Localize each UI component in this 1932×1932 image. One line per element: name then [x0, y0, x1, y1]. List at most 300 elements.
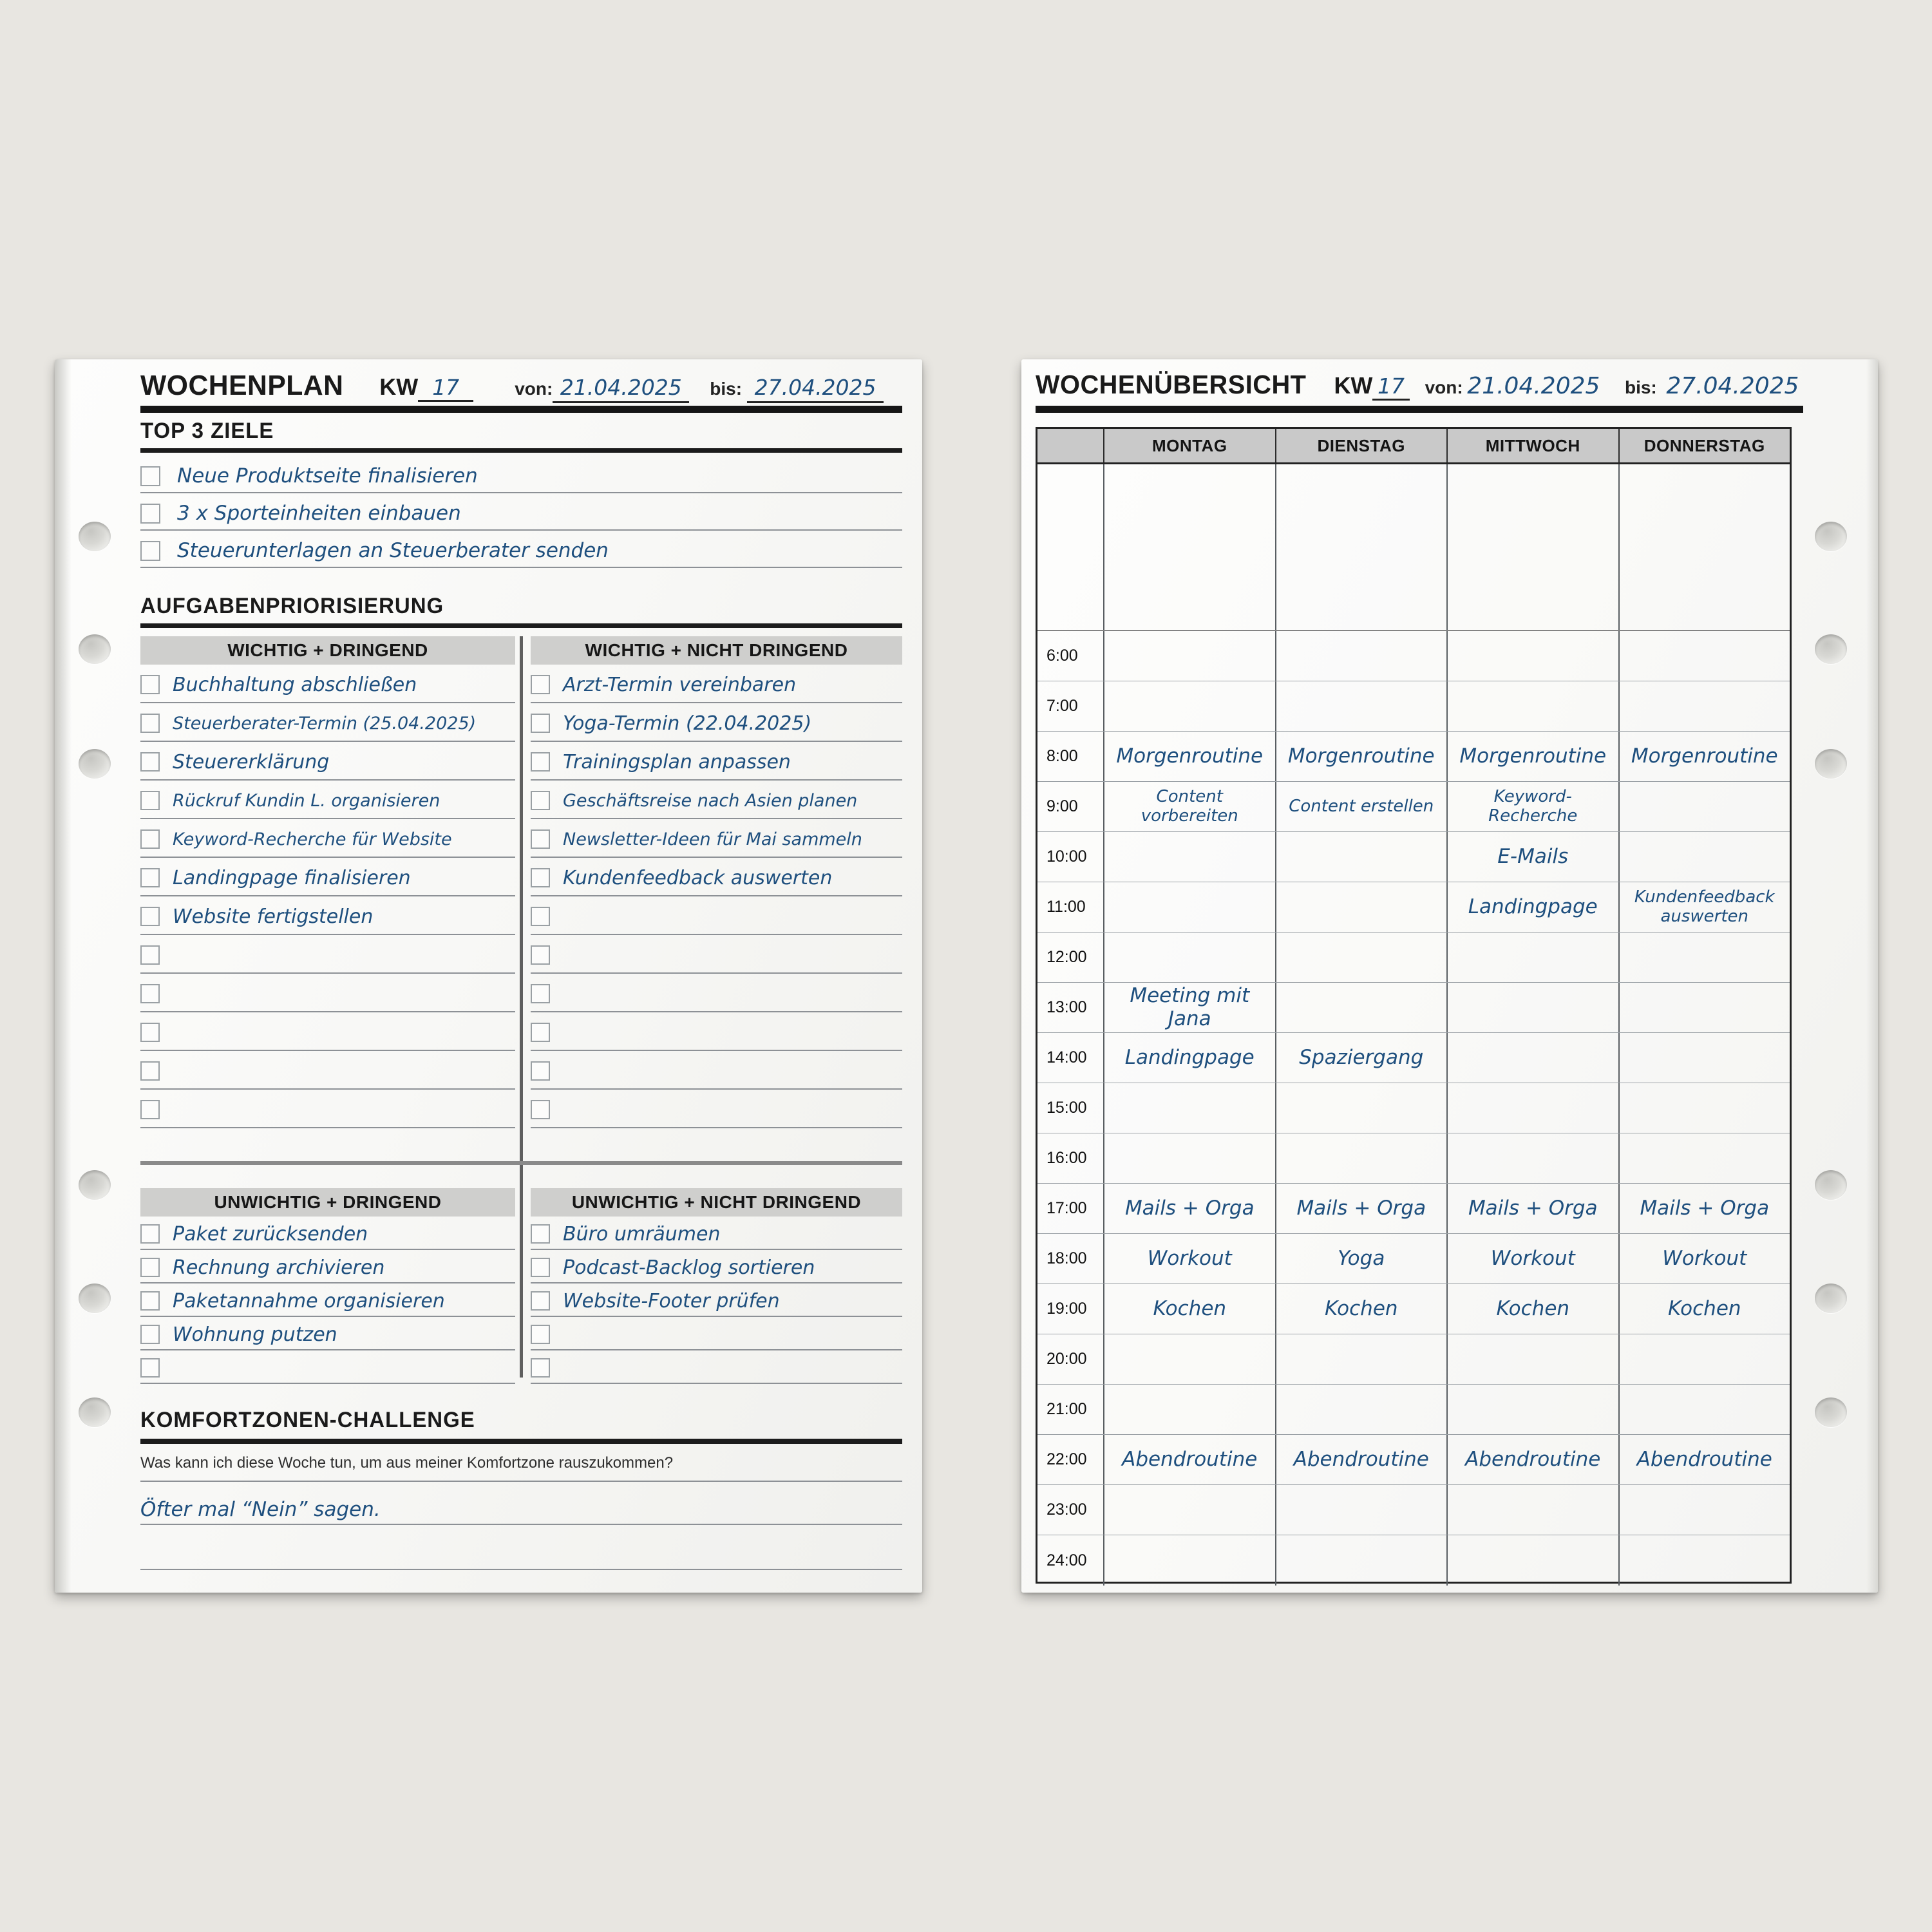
schedule-entry: Yoga	[1338, 1246, 1385, 1270]
time-cell: 22:00	[1046, 1450, 1087, 1468]
day-cell	[1103, 1535, 1275, 1586]
day-cell	[1275, 983, 1447, 1032]
task-row	[140, 1283, 515, 1317]
from-date-handwritten: 21.04.2025	[560, 375, 682, 400]
time-cell: 20:00	[1046, 1350, 1087, 1368]
day-cell	[1275, 631, 1447, 681]
day-cell	[1618, 1284, 1790, 1334]
task-row	[531, 858, 902, 896]
task-row	[531, 819, 902, 858]
time-cell: 17:00	[1046, 1199, 1087, 1217]
checkbox[interactable]	[140, 1325, 160, 1344]
task-row	[531, 1012, 902, 1051]
task-text: Geschäftsreise nach Asien planen	[563, 790, 858, 811]
day-cell	[1446, 1234, 1618, 1283]
quadrant-wichtig-dringend	[140, 636, 515, 1128]
schedule-entry: Mails + Orga	[1124, 1196, 1255, 1220]
checkbox[interactable]	[140, 1258, 160, 1277]
schedule-entry: Morgenroutine	[1459, 744, 1607, 768]
day-cell	[1618, 1334, 1790, 1384]
kw-label: KW	[379, 374, 419, 400]
checkbox[interactable]	[140, 791, 160, 810]
time-cell: 12:00	[1046, 948, 1087, 966]
checkbox[interactable]	[140, 752, 160, 772]
schedule-entry: Spaziergang	[1299, 1045, 1424, 1069]
time-cell	[1037, 464, 1103, 630]
to-date-handwritten: 27.04.2025	[754, 375, 876, 400]
schedule-entry: Abendroutine	[1465, 1447, 1601, 1471]
goal-text: 3 x Sporteinheiten einbauen	[177, 502, 461, 525]
day-cell	[1275, 1284, 1447, 1334]
day-cell	[1103, 882, 1275, 932]
binder-hole	[79, 1397, 111, 1427]
checkbox[interactable]	[531, 1325, 550, 1344]
task-row	[531, 781, 902, 819]
task-text: Website fertigstellen	[173, 905, 374, 928]
day-cell	[1103, 732, 1275, 781]
prio-rule	[140, 623, 902, 628]
schedule-row	[1037, 732, 1790, 782]
task-text: Yoga-Termin (22.04.2025)	[563, 712, 812, 735]
page-title: WOCHENPLAN	[140, 370, 344, 401]
day-cell	[1446, 1485, 1618, 1535]
from-field	[1463, 373, 1604, 408]
day-cell	[1103, 1435, 1275, 1484]
day-cell	[1275, 1385, 1447, 1434]
kw-label: KW	[1334, 372, 1373, 399]
schedule-row	[1037, 1535, 1790, 1586]
time-cell: 10:00	[1046, 848, 1087, 866]
day-cell	[1446, 464, 1618, 630]
header-rule	[1036, 406, 1803, 413]
day-cell	[1618, 1234, 1790, 1283]
day-cell	[1275, 832, 1447, 882]
day-cell	[1446, 1284, 1618, 1334]
day-cell	[1618, 1535, 1790, 1586]
binder-hole	[1815, 749, 1847, 779]
checkbox[interactable]	[531, 1358, 550, 1378]
schedule-row	[1037, 1184, 1790, 1234]
quadrant-header: UNWICHTIG + DRINGEND	[140, 1188, 515, 1217]
day-cell	[1446, 1435, 1618, 1484]
day-cell	[1275, 882, 1447, 932]
binder-hole	[79, 522, 111, 551]
checkbox[interactable]	[140, 541, 160, 561]
day-cell	[1275, 1485, 1447, 1535]
binder-hole	[79, 749, 111, 779]
day-cell	[1446, 782, 1618, 831]
day-cell	[1103, 1334, 1275, 1384]
day-cell	[1275, 1133, 1447, 1183]
schedule-row	[1037, 832, 1790, 882]
schedule-entry: Morgenroutine	[1287, 744, 1435, 768]
kw-value-handwritten: 17	[432, 375, 460, 400]
day-cell	[1618, 1485, 1790, 1535]
challenge-answer-line	[140, 1488, 902, 1525]
to-label: bis:	[1624, 377, 1657, 397]
schedule-entry: Mails + Orga	[1468, 1196, 1598, 1220]
day-cell	[1618, 1033, 1790, 1083]
schedule-row	[1037, 681, 1790, 732]
task-row	[140, 1051, 515, 1090]
day-cell	[1446, 1033, 1618, 1083]
binder-hole	[1815, 1170, 1847, 1200]
task-row	[140, 665, 515, 703]
checkbox[interactable]	[531, 1023, 550, 1042]
day-cell	[1618, 933, 1790, 982]
quadrant-horizontal-divider	[140, 1161, 902, 1165]
schedule-entry: Abendroutine	[1293, 1447, 1429, 1471]
binder-hole	[79, 1170, 111, 1200]
schedule-entry: Kochen	[1496, 1296, 1570, 1320]
time-cell: 9:00	[1046, 797, 1078, 815]
time-cell: 18:00	[1046, 1249, 1087, 1267]
time-cell: 11:00	[1046, 898, 1086, 916]
checkbox[interactable]	[140, 829, 160, 849]
checkbox[interactable]	[531, 945, 550, 965]
checkbox[interactable]	[140, 1291, 160, 1311]
top3-heading: TOP 3 ZIELE	[140, 419, 274, 443]
schedule-row	[1037, 1033, 1790, 1083]
to-label: bis:	[710, 379, 743, 399]
schedule-row	[1037, 1435, 1790, 1485]
day-cell	[1618, 1133, 1790, 1183]
day-cell	[1618, 732, 1790, 781]
task-row	[531, 742, 902, 781]
task-row	[531, 1283, 902, 1317]
checkbox[interactable]	[531, 791, 550, 810]
schedule-entry: Mails + Orga	[1640, 1196, 1770, 1220]
day-cell	[1618, 1435, 1790, 1484]
task-row	[140, 1217, 515, 1250]
from-label: von:	[515, 379, 553, 399]
time-cell: 7:00	[1046, 697, 1078, 715]
task-row	[531, 1051, 902, 1090]
task-row	[140, 1090, 515, 1128]
task-text: Kundenfeedback auswerten	[563, 866, 833, 889]
day-cell	[1446, 732, 1618, 781]
day-cell	[1446, 631, 1618, 681]
day-cell	[1618, 983, 1790, 1032]
schedule-row	[1037, 983, 1790, 1033]
task-row	[140, 896, 515, 935]
challenge-question: Was kann ich diese Woche tun, um aus meiner Komfortzone rauszukommen?	[140, 1454, 674, 1472]
day-cell	[1446, 1535, 1618, 1586]
day-cell	[1103, 681, 1275, 731]
schedule-row	[1037, 1234, 1790, 1284]
task-row	[140, 819, 515, 858]
day-cell	[1618, 631, 1790, 681]
goal-row	[140, 493, 902, 531]
day-cell	[1618, 1083, 1790, 1133]
checkbox[interactable]	[531, 1224, 550, 1244]
task-row	[531, 1090, 902, 1128]
checkbox[interactable]	[140, 1224, 160, 1244]
checkbox[interactable]	[531, 1061, 550, 1081]
day-cell	[1446, 832, 1618, 882]
challenge-answer-handwritten: Öfter mal “Nein” sagen.	[140, 1498, 381, 1521]
week-schedule-table	[1036, 427, 1792, 1584]
checkbox[interactable]	[531, 675, 550, 694]
kw-field	[1372, 374, 1409, 401]
time-cell: 6:00	[1046, 647, 1078, 665]
schedule-entry: Kochen	[1667, 1296, 1741, 1320]
day-cell	[1275, 782, 1447, 831]
schedule-entry: Morgenroutine	[1631, 744, 1778, 768]
checkbox[interactable]	[531, 1100, 550, 1119]
quadrant-unwichtig-dringend	[140, 1188, 515, 1384]
day-cell	[1275, 1435, 1447, 1484]
task-text: Wohnung putzen	[173, 1323, 337, 1346]
kw-field	[418, 375, 473, 402]
task-row	[140, 1250, 515, 1283]
checkbox[interactable]	[140, 907, 160, 926]
time-cell: 16:00	[1046, 1149, 1087, 1167]
schedule-entry: Landingpage	[1468, 895, 1598, 918]
to-date-handwritten: 27.04.2025	[1666, 373, 1799, 399]
day-cell	[1275, 1334, 1447, 1384]
task-text: Rückruf Kundin L. organisieren	[173, 790, 440, 811]
day-cell	[1103, 464, 1275, 630]
task-text: Arzt-Termin vereinbaren	[563, 673, 797, 696]
task-row	[531, 896, 902, 935]
day-cell	[1275, 933, 1447, 982]
task-text: Trainingsplan anpassen	[563, 750, 791, 773]
day-cell	[1446, 681, 1618, 731]
task-row	[140, 935, 515, 974]
to-field	[747, 375, 884, 403]
day-cell	[1103, 983, 1275, 1032]
day-cell	[1275, 1184, 1447, 1233]
schedule-row	[1037, 1133, 1790, 1184]
time-cell: 15:00	[1046, 1099, 1087, 1117]
task-text: Keyword-Recherche für Website	[173, 829, 452, 849]
quadrant-header: UNWICHTIG + NICHT DRINGEND	[531, 1188, 902, 1217]
binder-hole	[79, 1283, 111, 1313]
checkbox[interactable]	[140, 714, 160, 733]
prio-heading: AUFGABENPRIORISIERUNG	[140, 594, 444, 618]
binder-hole	[1815, 634, 1847, 664]
checkbox[interactable]	[531, 868, 550, 887]
day-cell	[1446, 1133, 1618, 1183]
wochenplan-header	[140, 370, 902, 403]
day-cell	[1618, 681, 1790, 731]
day-cell	[1103, 1385, 1275, 1434]
schedule-entry: Workout	[1147, 1246, 1232, 1270]
day-cell	[1618, 1385, 1790, 1434]
day-cell	[1275, 1083, 1447, 1133]
quadrant-vertical-divider	[520, 636, 523, 1378]
header-rule	[140, 406, 902, 413]
day-header: DIENSTAG	[1275, 429, 1447, 462]
schedule-row	[1037, 882, 1790, 933]
task-row	[531, 665, 902, 703]
day-cell	[1103, 1133, 1275, 1183]
wochenplan-page	[55, 359, 922, 1593]
task-row	[531, 703, 902, 742]
goal-text: Steuerunterlagen an Steuerberater senden	[177, 539, 609, 562]
task-row	[140, 1317, 515, 1350]
goal-row	[140, 456, 902, 493]
day-header: DONNERSTAG	[1618, 429, 1790, 462]
day-cell	[1275, 1033, 1447, 1083]
day-cell	[1618, 882, 1790, 932]
time-cell: 23:00	[1046, 1501, 1087, 1519]
checkbox[interactable]	[140, 1023, 160, 1042]
day-header: MITTWOCH	[1446, 429, 1618, 462]
task-row	[531, 1317, 902, 1350]
binder-hole	[1815, 522, 1847, 551]
empty-writing-line	[140, 1569, 902, 1570]
quadrant-unwichtig-nicht-dringend	[531, 1188, 902, 1384]
schedule-entry: Morgenroutine	[1116, 744, 1264, 768]
binder-hole	[79, 634, 111, 664]
task-text: Newsletter-Ideen für Mai sammeln	[563, 829, 862, 849]
day-cell	[1275, 1234, 1447, 1283]
checkbox[interactable]	[531, 984, 550, 1003]
to-field	[1662, 373, 1803, 408]
task-row	[140, 1350, 515, 1384]
challenge-rule	[140, 1439, 902, 1444]
task-row	[140, 858, 515, 896]
day-cell	[1103, 832, 1275, 882]
schedule-entry: Workout	[1662, 1246, 1747, 1270]
checkbox[interactable]	[140, 1061, 160, 1081]
schedule-entry: Content erstellen	[1289, 796, 1434, 816]
day-cell	[1618, 464, 1790, 630]
schedule-entry: Workout	[1490, 1246, 1575, 1270]
task-row	[140, 781, 515, 819]
day-cell	[1103, 1284, 1275, 1334]
checkbox[interactable]	[140, 466, 160, 486]
schedule-entry: Abendroutine	[1122, 1447, 1258, 1471]
task-text: Buchhaltung abschließen	[173, 673, 417, 696]
schedule-row	[1037, 1385, 1790, 1435]
day-cell	[1103, 782, 1275, 831]
day-cell	[1618, 832, 1790, 882]
quadrant-wichtig-nicht-dringend	[531, 636, 902, 1128]
task-row	[140, 742, 515, 781]
day-cell	[1103, 933, 1275, 982]
time-cell: 8:00	[1046, 747, 1078, 765]
time-cell: 19:00	[1046, 1300, 1087, 1318]
day-cell	[1275, 732, 1447, 781]
task-row	[531, 1350, 902, 1384]
day-cell	[1103, 1083, 1275, 1133]
day-cell	[1103, 1234, 1275, 1283]
day-cell	[1446, 882, 1618, 932]
day-cell	[1446, 1385, 1618, 1434]
task-text: Steuerberater-Termin (25.04.2025)	[173, 713, 477, 734]
checkbox[interactable]	[531, 1291, 550, 1311]
checkbox[interactable]	[531, 829, 550, 849]
schedule-entry: Meeting mit Jana	[1130, 983, 1250, 1030]
day-cell	[1103, 1033, 1275, 1083]
schedule-entry: Abendroutine	[1636, 1447, 1772, 1471]
from-field	[553, 375, 689, 403]
task-row	[140, 1012, 515, 1051]
goal-text: Neue Produktseite finalisieren	[177, 464, 478, 488]
day-cell	[1446, 1083, 1618, 1133]
top3-rule	[140, 448, 902, 453]
checkbox[interactable]	[140, 945, 160, 965]
task-text: Podcast-Backlog sortieren	[563, 1256, 815, 1279]
day-cell	[1103, 1184, 1275, 1233]
wochenuebersicht-header	[1036, 370, 1803, 408]
time-cell: 21:00	[1046, 1400, 1087, 1418]
schedule-entry: Kochen	[1153, 1296, 1227, 1320]
day-cell	[1618, 782, 1790, 831]
day-cell	[1446, 933, 1618, 982]
day-cell	[1618, 1184, 1790, 1233]
checkbox[interactable]	[531, 1258, 550, 1277]
checkbox[interactable]	[140, 675, 160, 694]
checkbox[interactable]	[140, 1100, 160, 1119]
day-cell	[1275, 464, 1447, 630]
task-row	[140, 703, 515, 742]
task-text: Paketannahme organisieren	[173, 1289, 445, 1312]
schedule-row	[1037, 464, 1790, 631]
from-date-handwritten: 21.04.2025	[1467, 373, 1600, 399]
task-text: Landingpage finalisieren	[173, 866, 411, 889]
goal-row	[140, 531, 902, 568]
schedule-entry: Kochen	[1324, 1296, 1398, 1320]
schedule-entry: Content vorbereiten	[1141, 786, 1238, 826]
schedule-row	[1037, 1485, 1790, 1535]
time-cell: 13:00	[1046, 998, 1087, 1016]
question-underline	[140, 1481, 902, 1482]
schedule-entry: E-Mails	[1497, 844, 1569, 868]
schedule-row	[1037, 1083, 1790, 1133]
checkbox[interactable]	[531, 907, 550, 926]
task-text: Büro umräumen	[563, 1222, 721, 1245]
task-text: Steuererklärung	[173, 750, 330, 773]
checkbox[interactable]	[140, 984, 160, 1003]
schedule-entry: Landingpage	[1124, 1045, 1255, 1069]
schedule-entry: Keyword-Recherche	[1488, 786, 1578, 826]
time-column-header	[1037, 429, 1103, 462]
schedule-entry: Mails + Orga	[1296, 1196, 1426, 1220]
day-cell	[1103, 1485, 1275, 1535]
task-text: Rechnung archivieren	[173, 1256, 385, 1279]
schedule-entry: Kundenfeedback auswerten	[1634, 887, 1775, 926]
task-text: Website-Footer prüfen	[563, 1289, 780, 1312]
checkbox[interactable]	[531, 714, 550, 733]
day-cell	[1446, 1184, 1618, 1233]
checkbox[interactable]	[140, 504, 160, 524]
task-row	[531, 1217, 902, 1250]
checkbox[interactable]	[140, 1358, 160, 1378]
task-row	[531, 935, 902, 974]
day-cell	[1446, 1334, 1618, 1384]
time-cell: 24:00	[1046, 1551, 1087, 1569]
schedule-row	[1037, 782, 1790, 832]
day-cell	[1275, 681, 1447, 731]
day-header: MONTAG	[1103, 429, 1275, 462]
schedule-row	[1037, 1284, 1790, 1334]
checkbox[interactable]	[531, 752, 550, 772]
task-row	[531, 1250, 902, 1283]
kw-value-handwritten: 17	[1378, 374, 1405, 399]
from-label: von:	[1425, 377, 1463, 397]
day-cell	[1103, 631, 1275, 681]
schedule-row	[1037, 631, 1790, 681]
day-cell	[1275, 1535, 1447, 1586]
binder-hole	[1815, 1283, 1847, 1313]
binder-hole	[1815, 1397, 1847, 1427]
checkbox[interactable]	[140, 868, 160, 887]
task-row	[531, 974, 902, 1012]
